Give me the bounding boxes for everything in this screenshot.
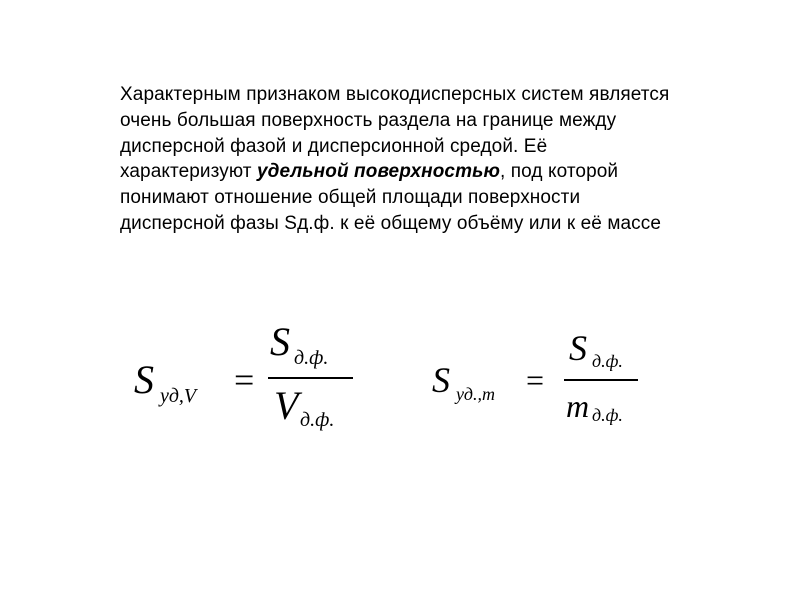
formula-2-denominator-symbol: m <box>566 388 590 424</box>
formula-mass-specific-surface <box>432 322 672 432</box>
formula-1-lhs-symbol: S <box>134 357 154 402</box>
formula-2-lhs-symbol: S <box>432 360 450 400</box>
formula-volume-specific-surface <box>130 318 370 438</box>
formula-2-fraction-line <box>564 379 638 381</box>
definition-text-end: , под которой понимают отношение общей площади поверхности дисперсной фазы Sд.ф. к её общему объёму или к её массе <box>120 161 662 234</box>
formula-1-equals-sign: = <box>234 360 255 400</box>
formula-1-numerator-symbol: S <box>270 319 290 364</box>
formula-2-denominator-subscript: д.ф. <box>592 405 623 425</box>
formula-2-equals-sign: = <box>526 362 545 398</box>
formula-2-numerator-subscript: д.ф. <box>592 351 623 371</box>
formula-1-denominator-subscript: д.ф. <box>300 409 335 431</box>
definition-text-start: Характерным признаком высокодисперсных систем является очень большая поверхность раздела на границе между дисперсной фазой и дисперсионной средой. Её характеризуют <box>120 84 670 183</box>
definition-text <box>120 82 680 237</box>
formula-1-lhs-subscript: уд,V <box>160 385 197 407</box>
formula-1-fraction-line <box>268 377 353 379</box>
formula-1-numerator-subscript: д.ф. <box>294 347 329 369</box>
formula-2-numerator-symbol: S <box>569 328 587 368</box>
specific-surface-term: удельной поверхностью <box>256 161 500 183</box>
formula-2-lhs-subscript: уд.,m <box>456 384 496 404</box>
formula-1-denominator-symbol: V <box>274 383 299 428</box>
